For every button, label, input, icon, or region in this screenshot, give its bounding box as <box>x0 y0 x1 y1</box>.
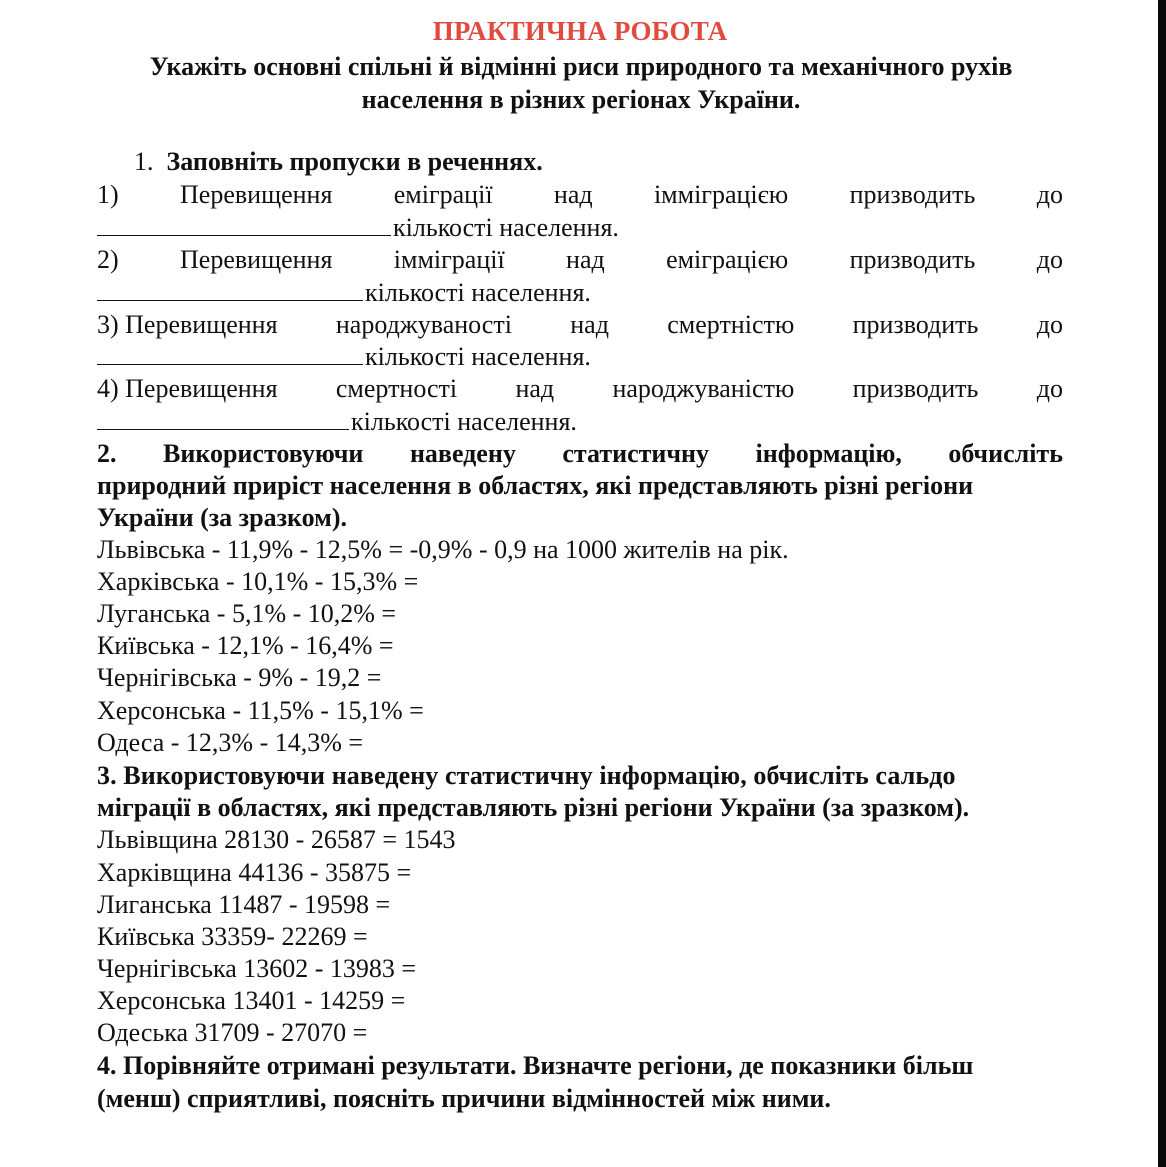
word: до <box>1036 245 1063 274</box>
word: призводить <box>852 374 979 403</box>
task2-line: Чернігівська - 9% - 19,2 = <box>97 663 382 692</box>
word: 3) Перевищення <box>97 310 278 339</box>
word: еміграцією <box>666 245 789 274</box>
task1-item3-line1 <box>97 309 1063 341</box>
word: призводить <box>852 310 979 339</box>
task3-line: Харківщина 44136 - 35875 = <box>97 858 412 887</box>
task2-line: Львівська - 11,9% - 12,5% = -0,9% - 0,9 на 1000 жителів на рік. <box>97 535 789 564</box>
word: Перевищення <box>180 180 333 209</box>
word: імміграцією <box>653 180 789 209</box>
word: смертністю <box>667 310 795 339</box>
word: еміграції <box>393 180 493 209</box>
word: призводить <box>849 245 976 274</box>
task4-heading-line2: (менш) сприятливі, поясніть причини відмінностей між ними. <box>97 1084 831 1113</box>
word: 1) <box>97 180 119 209</box>
word: смертності <box>335 374 458 403</box>
task1-item2-line1 <box>97 244 1063 276</box>
word: призводить <box>849 180 976 209</box>
word: народжуваністю <box>612 374 795 403</box>
task1-item3-line2 <box>97 340 1063 373</box>
fill-blank[interactable] <box>97 405 349 430</box>
task3-line: Львівщина 28130 - 26587 = 1543 <box>97 825 456 854</box>
task2-line: Київська - 12,1% - 16,4% = <box>97 631 394 660</box>
task1-item4-line1 <box>97 373 1063 405</box>
fill-blank[interactable] <box>97 276 363 301</box>
word: до <box>1036 310 1063 339</box>
fill-blank[interactable] <box>97 340 363 365</box>
word: над <box>566 245 605 274</box>
task3-line: Лиганська 11487 - 19598 = <box>97 890 391 919</box>
item-tail: кількості населення. <box>365 278 591 307</box>
word: над <box>553 180 593 209</box>
task2-heading-line3: України (за зразком). <box>97 503 348 532</box>
task2-line: Луганська - 5,1% - 10,2% = <box>97 599 397 628</box>
word: 2) <box>97 245 119 274</box>
task3-line: Київська 33359- 22269 = <box>97 922 368 951</box>
word: Перевищення <box>180 245 333 274</box>
task1-item4-line2 <box>97 405 1063 438</box>
task3-line: Одеська 31709 - 27070 = <box>97 1018 368 1047</box>
task2-line: Харківська - 10,1% - 15,3% = <box>97 567 419 596</box>
task1-item1-line1 <box>97 179 1063 211</box>
word: 2. <box>97 439 117 468</box>
word: народжуваності <box>335 310 512 339</box>
task3-line: Чернігівська 13602 - 13983 = <box>97 954 417 983</box>
word: Використовуючи <box>163 439 364 468</box>
task2-line: Херсонська - 11,5% - 15,1% = <box>97 696 424 725</box>
word: над <box>570 310 609 339</box>
word: до <box>1036 374 1063 403</box>
page-title: ПРАКТИЧНА РОБОТА <box>432 16 728 46</box>
page-subtitle: Укажіть основні спільні й відмінні риси природного та механічного рухів населення в різних регіонах України. <box>149 52 1013 114</box>
task1-number: 1. <box>134 147 154 176</box>
word: інформацію, <box>755 439 902 468</box>
word: 4) Перевищення <box>97 374 278 403</box>
word: до <box>1036 180 1063 209</box>
task3-line: Херсонська 13401 - 14259 = <box>97 986 406 1015</box>
task1-heading <box>134 146 543 178</box>
task1-item2-line2 <box>97 276 1063 309</box>
task3-heading-line2: міграції в областях, які представляють різні регіони України (за зразком). <box>97 793 970 822</box>
word: імміграції <box>393 245 505 274</box>
fill-blank[interactable] <box>97 211 391 236</box>
task1-heading-text: Заповніть пропуски в реченнях. <box>166 147 543 176</box>
word: над <box>515 374 555 403</box>
item-tail: кількості населення. <box>393 213 619 242</box>
page-edge <box>1158 0 1166 1167</box>
item-tail: кількості населення. <box>351 407 577 436</box>
task3-heading-line1: 3. Використовуючи наведену статистичну інформацію, обчисліть сальдо <box>97 761 956 790</box>
word: наведену <box>409 439 516 468</box>
task2-heading-line1 <box>97 438 1063 470</box>
task1-item1-line2 <box>97 211 1063 244</box>
item-tail: кількості населення. <box>365 342 591 371</box>
task2-line: Одеса - 12,3% - 14,3% = <box>97 728 364 757</box>
word: статистичну <box>562 439 710 468</box>
task4-heading-line1: 4. Порівняйте отримані результати. Визначте регіони, де показники більш <box>97 1051 974 1080</box>
word: обчисліть <box>948 439 1063 468</box>
task2-heading-line2: природний приріст населення в областях, які представляють різні регіони <box>97 471 974 500</box>
